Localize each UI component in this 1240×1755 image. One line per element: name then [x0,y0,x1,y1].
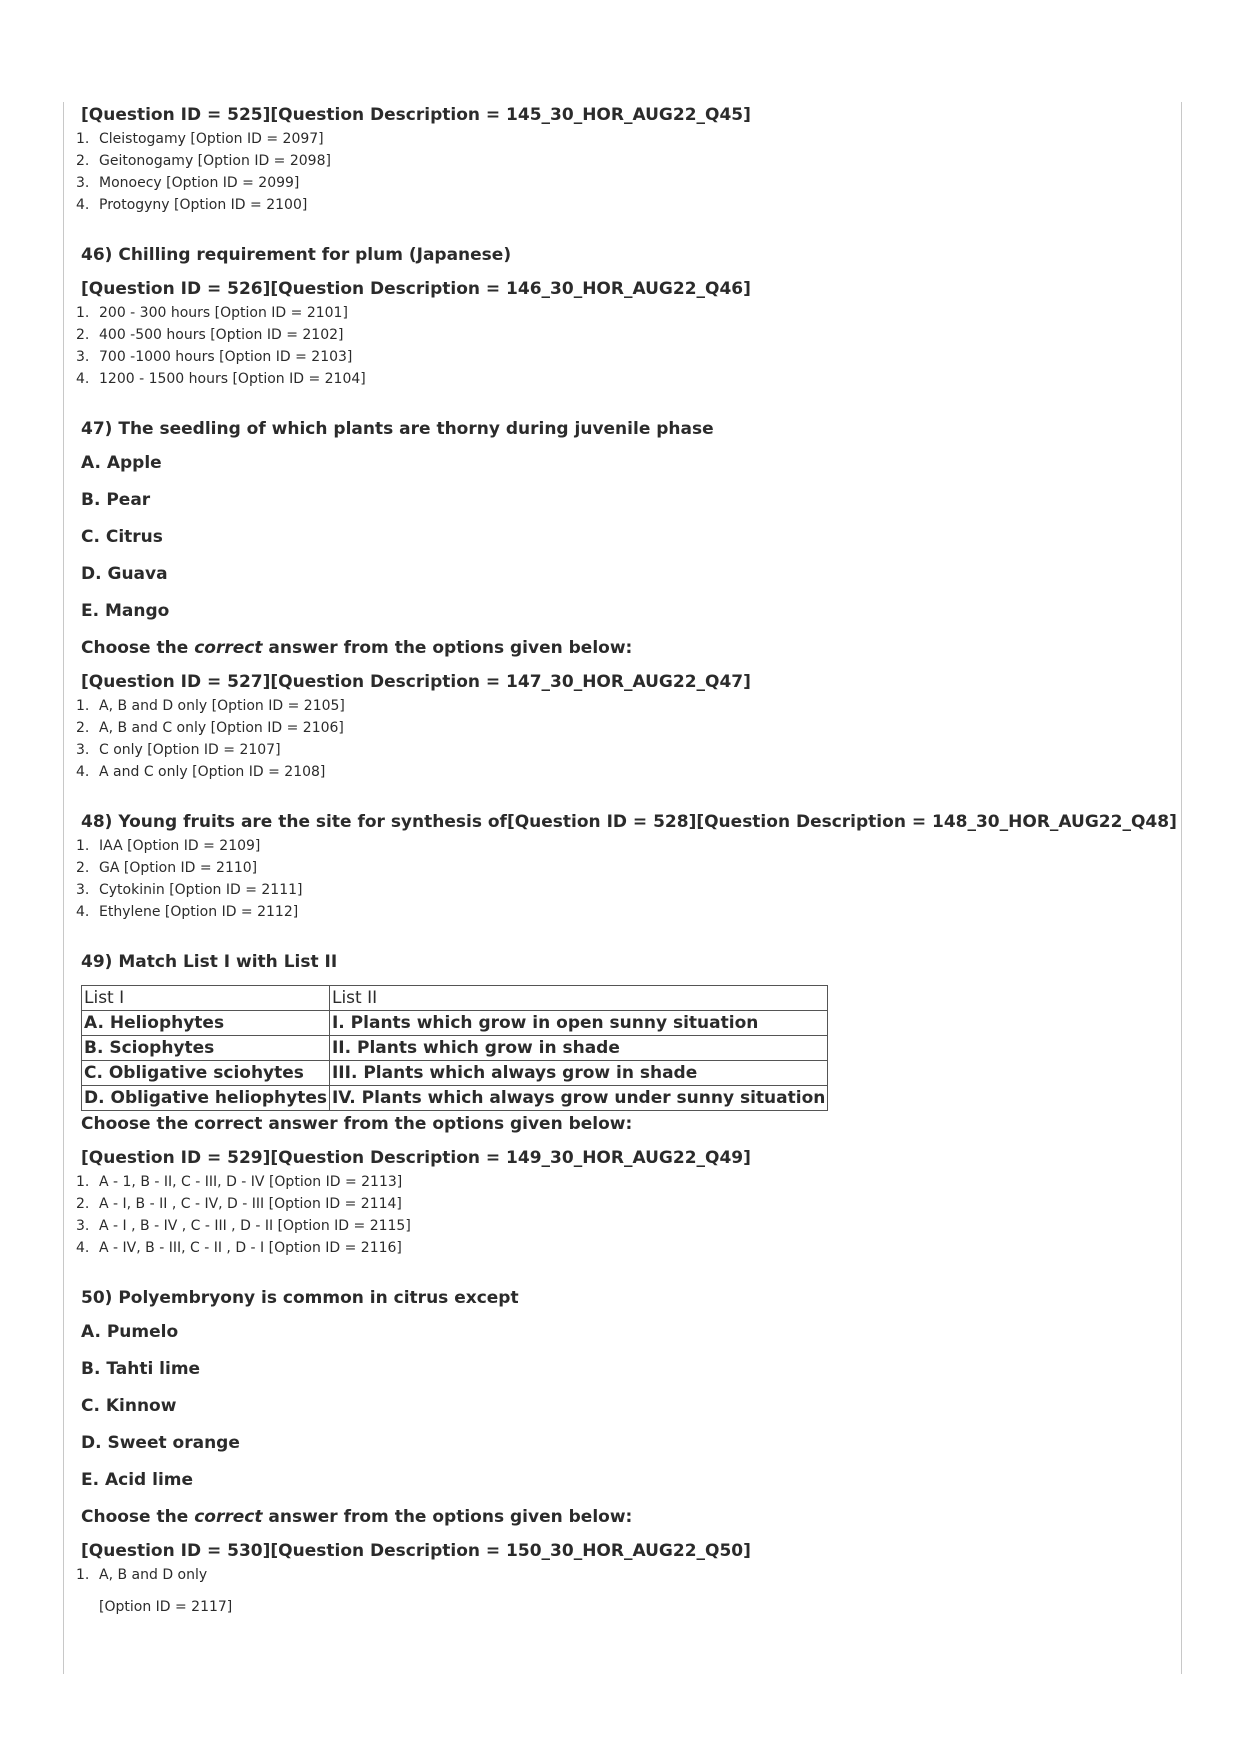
table-cell: C. Obligative sciohytes [82,1061,330,1086]
question-text: 47) The seedling of which plants are thorny during juvenile phase [81,419,714,439]
question-id-header: [Question ID = 526][Question Description = 146_30_HOR_AUG22_Q46] [81,279,751,299]
sub-option: D. Sweet orange [81,1433,240,1453]
table-cell: List II [329,986,827,1011]
question-text: 46) Chilling requirement for plum (Japanese) [81,245,512,265]
option-item: 1. A, B and D only [76,1567,208,1583]
table-header-row [82,986,828,1011]
table-row [82,1011,828,1036]
question-id-header: [Question ID = 527][Question Description = 147_30_HOR_AUG22_Q47] [81,672,751,692]
option-item: 1. IAA [Option ID = 2109] [76,838,261,854]
instruction-text: Choose the correct answer from the options given below: [81,638,633,658]
option-item: 1. 200 - 300 hours [Option ID = 2101] [76,305,348,321]
table-row [82,1036,828,1061]
option-item: 3. Cytokinin [Option ID = 2111] [76,882,303,898]
sub-option: A. Apple [81,453,162,473]
table-cell: IV. Plants which always grow under sunny situation [329,1086,827,1111]
option-item: 3. C only [Option ID = 2107] [76,742,281,758]
sub-option: B. Tahti lime [81,1359,201,1379]
option-item: 2. A, B and C only [Option ID = 2106] [76,720,344,736]
option-item: 3. A - I , B - IV , C - III , D - II [Option ID = 2115] [76,1218,411,1234]
sub-option: E. Mango [81,601,170,621]
question-46 [66,244,1176,390]
option-item: 2. 400 -500 hours [Option ID = 2102] [76,327,344,343]
sub-option: B. Pear [81,490,151,510]
question-text: 49) Match List I with List II [81,952,338,972]
question-id-header: [Question ID = 525][Question Description = 145_30_HOR_AUG22_Q45] [81,105,751,125]
option-item: 1. A, B and D only [Option ID = 2105] [76,698,345,714]
option-list [66,835,1176,923]
question-47 [66,418,1176,783]
option-item: 4. Ethylene [Option ID = 2112] [76,904,299,920]
option-list [66,695,1176,783]
table-cell: III. Plants which always grow in shade [329,1061,827,1086]
option-item: 2. A - I, B - II , C - IV, D - III [Option ID = 2114] [76,1196,402,1212]
option-item: 4. 1200 - 1500 hours [Option ID = 2104] [76,371,366,387]
question-45 [66,104,1176,216]
option-item: 1. Cleistogamy [Option ID = 2097] [76,131,324,147]
table-cell: List I [82,986,330,1011]
question-50 [66,1287,1176,1618]
option-item: 4. Protogyny [Option ID = 2100] [76,197,308,213]
option-item: 3. Monoecy [Option ID = 2099] [76,175,300,191]
option-item: 2. GA [Option ID = 2110] [76,860,258,876]
option-item: 4. A and C only [Option ID = 2108] [76,764,326,780]
question-id-header: [Question ID = 529][Question Description = 149_30_HOR_AUG22_Q49] [81,1148,751,1168]
option-list [66,302,1176,390]
sub-option: C. Kinnow [81,1396,177,1416]
option-id-text: [Option ID = 2117] [99,1599,233,1615]
option-item: 4. A - IV, B - III, C - II , D - I [Option ID = 2116] [76,1240,402,1256]
question-49 [66,951,1176,1259]
table-cell: A. Heliophytes [82,1011,330,1036]
table-row [82,1086,828,1111]
question-48 [66,811,1176,923]
sub-option: C. Citrus [81,527,163,547]
option-item: 3. 700 -1000 hours [Option ID = 2103] [76,349,353,365]
question-text: 48) Young fruits are the site for synthesis of[Question ID = 528][Question Description = 148_30_HOR_AUG22_Q48] [81,812,1177,832]
instruction-text: Choose the correct answer from the options given below: [81,1507,633,1527]
option-item: 2. Geitonogamy [Option ID = 2098] [76,153,331,169]
sub-option: E. Acid lime [81,1470,194,1490]
option-list [66,1171,1176,1259]
sub-option: A. Pumelo [81,1322,179,1342]
table-cell: II. Plants which grow in shade [329,1036,827,1061]
instruction-text: Choose the correct answer from the options given below: [81,1114,633,1134]
match-table [81,985,828,1111]
option-list [66,128,1176,216]
question-id-header: [Question ID = 530][Question Description = 150_30_HOR_AUG22_Q50] [81,1541,751,1561]
table-row [82,1061,828,1086]
sub-option: D. Guava [81,564,168,584]
option-item: 1. A - 1, B - II, C - III, D - IV [Option ID = 2113] [76,1174,403,1190]
table-cell: I. Plants which grow in open sunny situation [329,1011,827,1036]
table-cell: B. Sciophytes [82,1036,330,1061]
table-cell: D. Obligative heliophytes [82,1086,330,1111]
question-paper [66,104,1176,1618]
question-text: 50) Polyembryony is common in citrus except [81,1288,519,1308]
option-list [66,1564,1176,1586]
